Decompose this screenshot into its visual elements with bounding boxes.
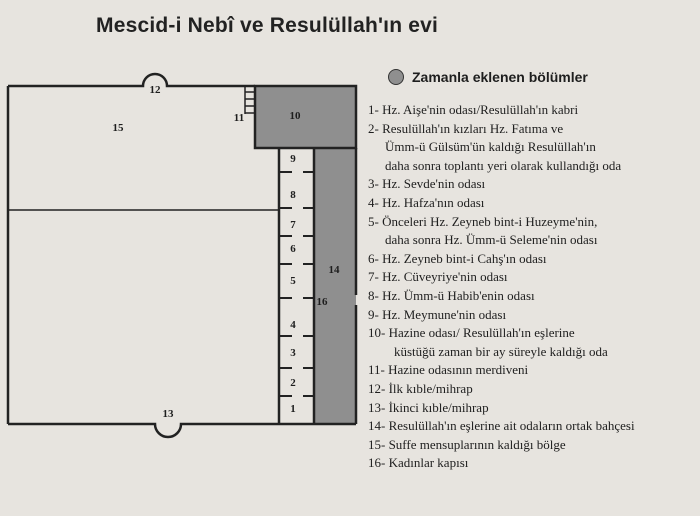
legend-item: 15- Suffe mensuplarının kaldığı bölge <box>368 436 566 452</box>
legend-item: 8- Hz. Ümm-ü Habib'enin odası <box>368 287 535 303</box>
plan-label-3: 3 <box>290 347 296 359</box>
legend-item: 4- Hz. Hafza'nın odası <box>368 194 485 210</box>
legend-item: 16- Kadınlar kapısı <box>368 455 469 471</box>
plan-label-4: 4 <box>290 319 296 331</box>
plan-label-9: 9 <box>290 153 296 165</box>
room-dividers <box>279 172 314 396</box>
plan-label-5: 5 <box>290 275 296 287</box>
plan-label-14: 14 <box>328 264 340 276</box>
legend-item: 11- Hazine odasının merdiveni <box>368 362 529 378</box>
plan-label-10: 10 <box>289 110 301 122</box>
plan-label-6: 6 <box>290 243 296 255</box>
legend-item: 13- İkinci kıble/mihrap <box>368 399 489 415</box>
plan-label-13: 13 <box>162 408 174 420</box>
legend-item: 14- Resulüllah'ın eşlerine ait odaların ortak bahçesi <box>368 418 635 434</box>
mosque-south-wall <box>8 424 356 437</box>
plan-label-11: 11 <box>233 112 245 124</box>
legend-item: 3- Hz. Sevde'nin odası <box>368 176 486 192</box>
plan-label-8: 8 <box>290 189 296 201</box>
legend-item: 1- Hz. Aişe'nin odası/Resulüllah'ın kabri <box>368 102 579 117</box>
plan-label-16: 16 <box>316 296 328 308</box>
diagram-title: Mescid-i Nebî ve Resulüllah'ın evi <box>96 14 439 37</box>
plan-label-1: 1 <box>290 403 296 415</box>
plan-label-7: 7 <box>290 219 296 231</box>
mosque-north-wall <box>8 74 255 86</box>
added-section-swatch-icon <box>388 69 404 85</box>
legend-item: 2- Resulüllah'ın kızları Hz. Fatıma ve Ümm-ü Gülsüm'ün kaldığı Resulüllah'ın daha sonra toplantı yeri olarak kullandığı oda <box>368 120 622 173</box>
legend-item: 5- Önceleri Hz. Zeyneb bint-i Huzeyme'nin, daha sonra Hz. Ümm-ü Seleme'nin odası <box>368 213 598 248</box>
legend-item: 7- Hz. Cüveyriye'nin odası <box>368 269 508 285</box>
plan-label-2: 2 <box>290 377 296 389</box>
legend-item: 12- İlk kıble/mihrap <box>368 380 473 396</box>
plan-label-15: 15 <box>112 122 124 134</box>
plan-label-12: 12 <box>149 84 161 96</box>
common-garden-area <box>314 148 356 424</box>
treasury-room-area <box>255 86 356 148</box>
legend-heading <box>388 69 588 85</box>
legend-list <box>368 101 694 473</box>
legend-item: 6- Hz. Zeyneb bint-i Cahş'ın odası <box>368 250 547 266</box>
legend-item: 10- Hazine odası/ Resulüllah'ın eşlerine küstüğü zaman bir ay süreyle kaldığı oda <box>368 325 608 359</box>
legend-item: 9- Hz. Meymune'nin odası <box>368 306 507 322</box>
treasury-staircase <box>245 86 255 114</box>
legend-heading-text: Zamanla eklenen bölümler <box>412 69 588 85</box>
